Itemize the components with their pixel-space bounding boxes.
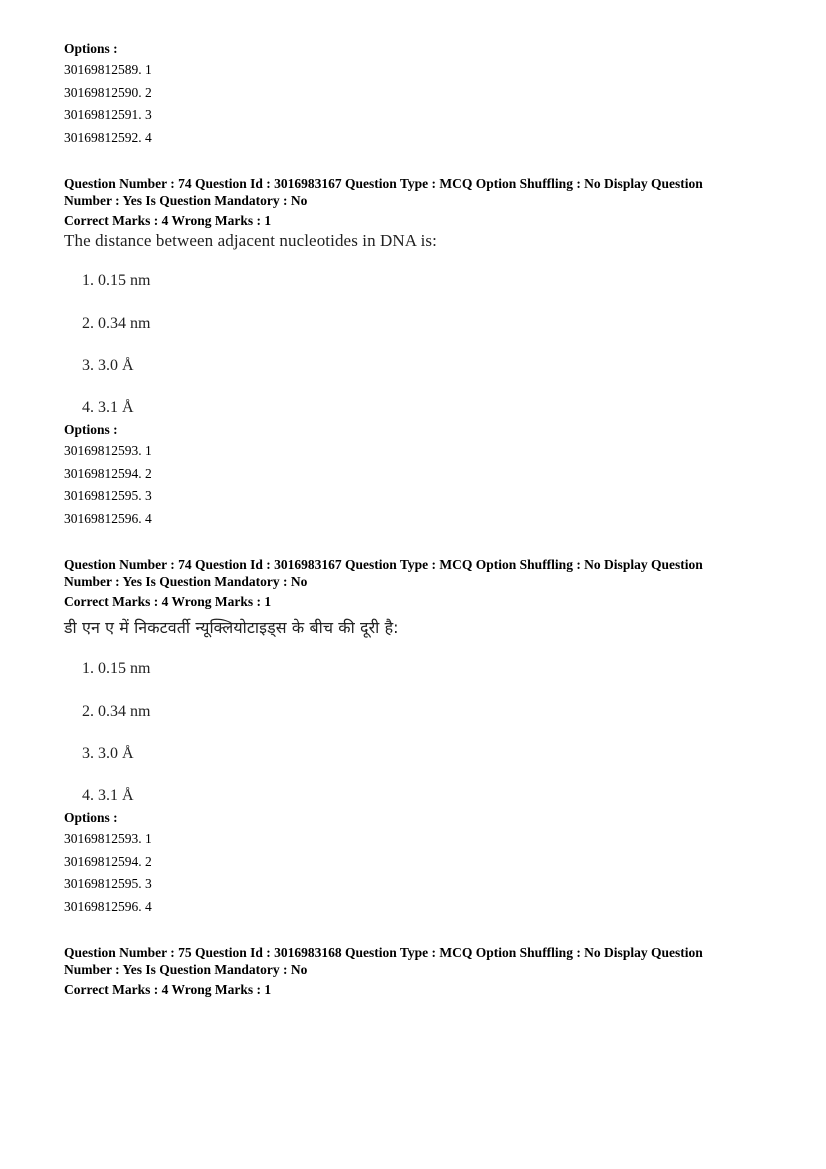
question-marks: Correct Marks : 4 Wrong Marks : 1 (64, 594, 272, 609)
option-id: 30169812594. 2 (64, 853, 152, 869)
question-marks: Correct Marks : 4 Wrong Marks : 1 (64, 982, 272, 997)
option-id: 30169812595. 3 (64, 876, 152, 891)
option-id: 30169812591. 3 (64, 107, 152, 122)
question-choice: 2. 0.34 nm (82, 315, 151, 332)
question-choice: 3. 3.0 Å (82, 357, 134, 374)
question-choice: 4. 3.1 Å (82, 399, 134, 416)
question-meta-line: Number : Yes Is Question Mandatory : No (64, 962, 308, 977)
question-meta (64, 175, 770, 229)
question-text: डी एन ए में निकटवर्ती न्यूक्लियोटाइड्स के बीच की दूरी है: (64, 618, 399, 637)
question-choice: 3. 3.0 Å (82, 745, 134, 762)
question-choice: 1. 0.15 nm (82, 272, 151, 289)
question-meta (64, 556, 770, 610)
question-meta-line: Question Number : 74 Question Id : 3016983167 Question Type : MCQ Option Shuffling : No Display Question (64, 557, 703, 572)
options-list (64, 828, 770, 918)
question-meta-line: Question Number : 74 Question Id : 3016983167 Question Type : MCQ Option Shuffling : No Display Question (64, 176, 703, 191)
options-list (64, 440, 770, 530)
question-meta-line: Number : Yes Is Question Mandatory : No (64, 193, 308, 208)
options-heading: Options : (64, 810, 118, 825)
option-id: 30169812596. 4 (64, 510, 152, 526)
options-heading: Options : (64, 41, 118, 56)
question-marks: Correct Marks : 4 Wrong Marks : 1 (64, 213, 272, 228)
question-text: The distance between adjacent nucleotides in DNA is: (64, 231, 437, 250)
option-id: 30169812593. 1 (64, 443, 152, 458)
question-meta (64, 944, 770, 998)
question-choice: 1. 0.15 nm (82, 660, 151, 677)
option-id: 30169812593. 1 (64, 831, 152, 846)
option-id: 30169812592. 4 (64, 129, 152, 145)
question-choice: 2. 0.34 nm (82, 703, 151, 720)
option-id: 30169812595. 3 (64, 488, 152, 503)
option-id: 30169812596. 4 (64, 898, 152, 914)
question-meta-line: Number : Yes Is Question Mandatory : No (64, 574, 308, 589)
options-list (64, 59, 770, 149)
options-heading: Options : (64, 422, 118, 437)
option-id: 30169812589. 1 (64, 62, 152, 77)
question-choice: 4. 3.1 Å (82, 787, 134, 804)
question-meta-line: Question Number : 75 Question Id : 3016983168 Question Type : MCQ Option Shuffling : No Display Question (64, 945, 703, 960)
option-id: 30169812594. 2 (64, 465, 152, 481)
option-id: 30169812590. 2 (64, 84, 152, 100)
